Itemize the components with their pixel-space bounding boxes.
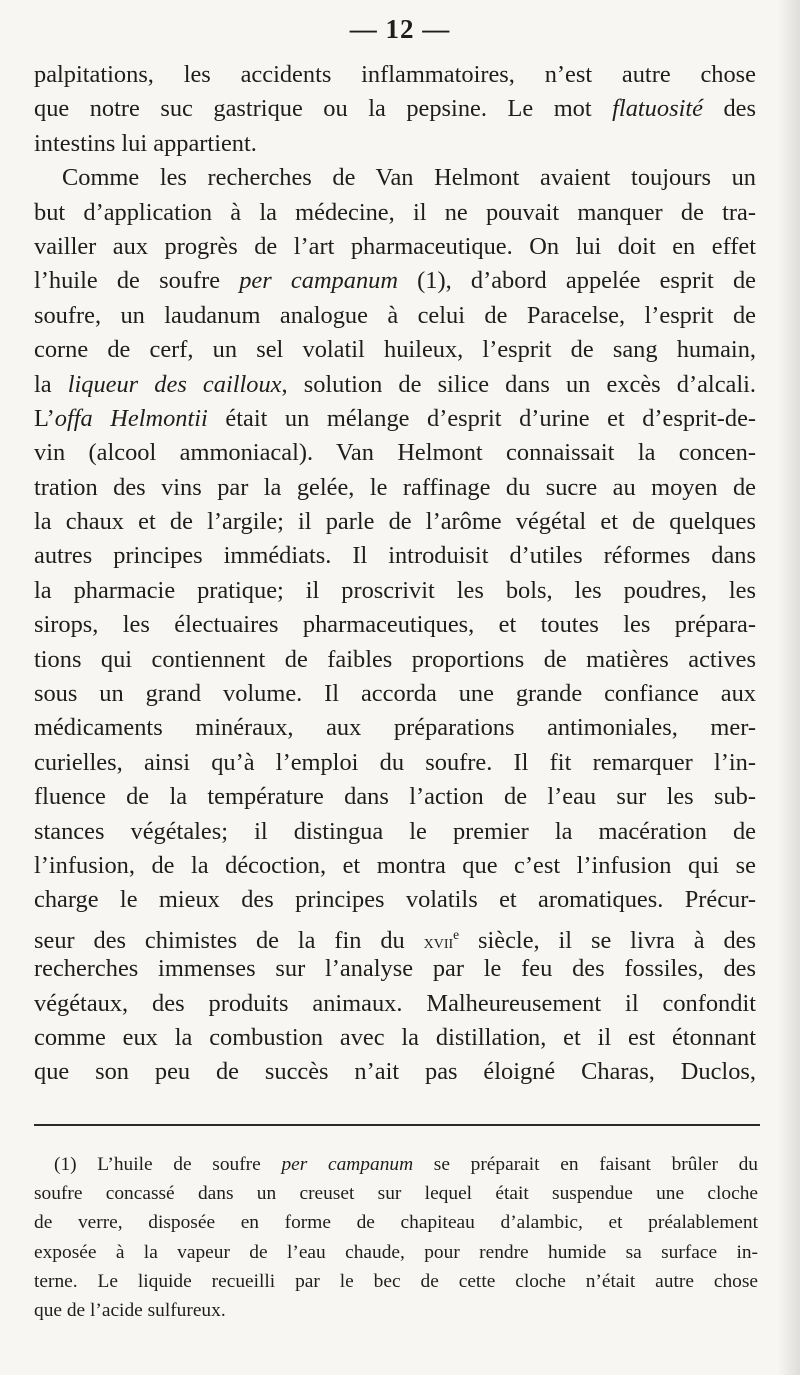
page-edge-shadow [778, 0, 800, 1375]
footnote-line: soufre concassé dans un creuset sur lequel était suspendue une cloche [34, 1183, 758, 1205]
text-line: corne de cerf, un sel volatil huileux, l’esprit de sang humain, [34, 336, 756, 364]
text-line: l’huile de soufre per campanum (1), d’abord appelée esprit de [34, 267, 756, 295]
text-line: fluence de la température dans l’action de l’eau sur les sub- [34, 783, 756, 811]
italic-term: per campanum [239, 267, 398, 295]
text-line: sous un grand volume. Il accorda une grande confiance aux [34, 680, 756, 708]
footnote [34, 1150, 758, 1325]
superscript: e [453, 926, 460, 942]
italic-term: flatuosité [612, 95, 703, 123]
text-line: sirops, les électuaires pharmaceutiques, et toutes les prépara- [34, 611, 756, 639]
century-numeral: xvii [423, 930, 454, 953]
italic-term: liqueur des cailloux [67, 370, 282, 398]
text-line: autres principes immédiats. Il introduisit d’utiles réformes dans [34, 542, 756, 570]
text-line: vin (alcool ammoniacal). Van Helmont connaissait la concen- [34, 439, 756, 467]
text-line: végétaux, des produits animaux. Malheureusement il confondit [34, 989, 756, 1017]
footnote-line: terne. Le liquide recueilli par le bec de cette cloche n’était autre chose [34, 1270, 758, 1292]
text-line: seur des chimistes de la fin du xvii$^e$ siècle, il se livra à des [34, 926, 756, 954]
text-line: but d’application à la médecine, il ne pouvait manquer de tra- [34, 198, 756, 226]
footnote-line: de verre, disposée en forme de chapiteau d’alambic, et préalablement [34, 1212, 758, 1234]
page-number: — 12 — [349, 14, 451, 44]
text-line: curielles, ainsi qu’à l’emploi du soufre. Il fit remarquer l’in- [34, 748, 756, 776]
text-line: stances végétales; il distingua le premier la macération de [34, 817, 756, 845]
footnote-line: que de l’acide sulfureux. [34, 1299, 226, 1321]
text-line: l’infusion, de la décoction, et montra que c’est l’infusion qui se [34, 851, 756, 879]
main-text [34, 58, 756, 1090]
text-line: comme eux la combustion avec la distillation, et il est étonnant [34, 1023, 756, 1051]
text-line: soufre, un laudanum analogue à celui de Paracelse, l’esprit de [34, 301, 756, 329]
footnote-separator [34, 1124, 760, 1126]
text-line: que notre suc gastrique ou la pepsine. Le mot flatuosité des [34, 95, 756, 123]
text-line: la liqueur des cailloux, solution de silice dans un excès d’alcali. [34, 370, 756, 398]
footnote-line: exposée à la vapeur de l’eau chaude, pour rendre humide sa surface in- [34, 1241, 758, 1263]
text-line: tions qui contiennent de faibles proportions de matières actives [34, 645, 756, 673]
text-line: Comme les recherches de Van Helmont avaient toujours un [62, 164, 756, 192]
text-line: tration des vins par la gelée, le raffinage du sucre au moyen de [34, 473, 756, 501]
footnote-line: (1) L’huile de soufre per campanum se préparait en faisant brûler du [54, 1154, 758, 1175]
italic-term: offa Helmontii [54, 404, 208, 432]
text-line: la chaux et de l’argile; il parle de l’arôme végétal et de quelques [34, 508, 756, 536]
text-line: L’offa Helmontii était un mélange d’esprit d’urine et d’esprit-de- [34, 404, 757, 432]
text-line: recherches immenses sur l’analyse par le feu des fossiles, des [34, 955, 756, 983]
text-line: intestins lui appartient. [34, 129, 257, 157]
text-line: vailler aux progrès de l’art pharmaceutique. On lui doit en effet [34, 232, 756, 260]
text-line: que son peu de succès n’ait pas éloigné Charas, Duclos, [34, 1058, 756, 1086]
text-line: palpitations, les accidents inflammatoires, n’est autre chose [34, 61, 756, 88]
text-line: médicaments minéraux, aux préparations antimoniales, mer- [34, 714, 756, 742]
italic-term: per campanum [281, 1154, 414, 1175]
text-line: la pharmacie pratique; il proscrivit les bols, les poudres, les [34, 576, 756, 604]
text-line: charge le mieux des principes volatils et aromatiques. Précur- [34, 886, 756, 914]
